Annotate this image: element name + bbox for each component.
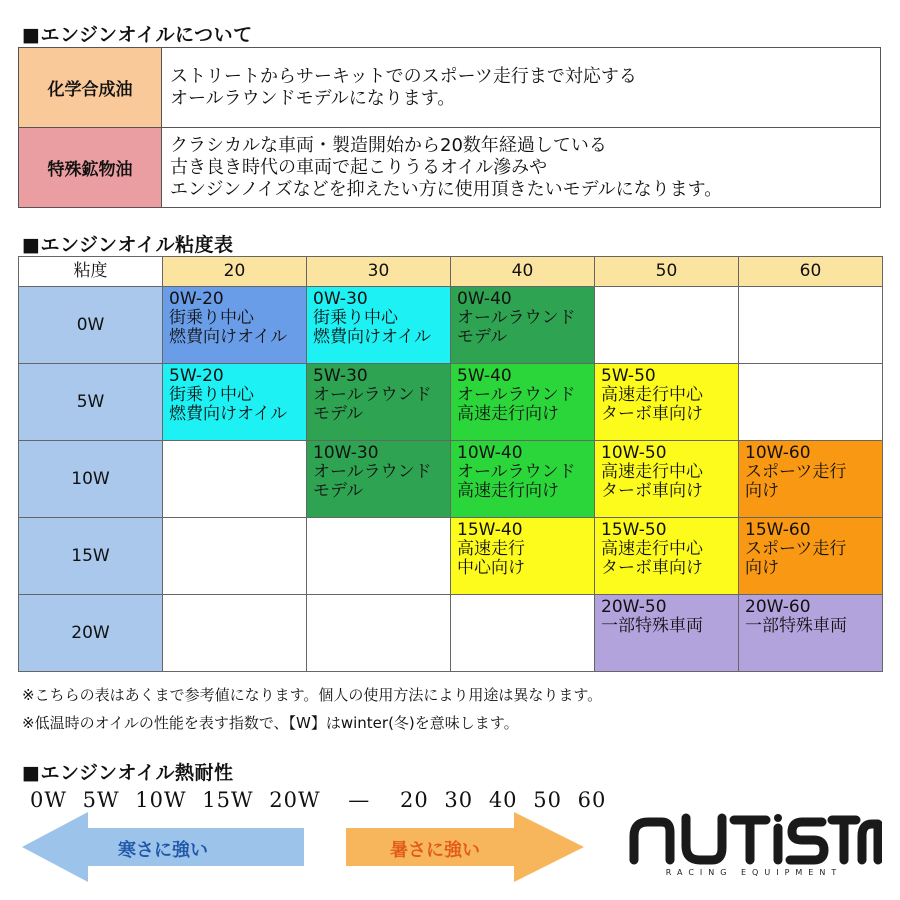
viscosity-column-header: 30 xyxy=(307,257,451,287)
viscosity-description: 一部特殊車両 xyxy=(745,616,847,636)
heat-resistance-label: 暑さに強い xyxy=(390,840,480,861)
viscosity-description: 高速走行中心 xyxy=(601,462,703,482)
viscosity-cell xyxy=(163,364,307,441)
autista-logo xyxy=(626,810,882,880)
viscosity-cell xyxy=(739,595,883,672)
viscosity-cell-empty xyxy=(739,287,883,364)
viscosity-description: オールラウンド xyxy=(313,385,432,405)
viscosity-cell xyxy=(451,287,595,364)
viscosity-cell xyxy=(595,364,739,441)
viscosity-description: モデル xyxy=(313,481,364,501)
viscosity-description: 向け xyxy=(745,558,779,578)
viscosity-description: 高速走行向け xyxy=(457,481,559,501)
viscosity-grade: 15W-60 xyxy=(745,520,811,540)
viscosity-description: スポーツ走行 xyxy=(745,462,847,482)
viscosity-column-header: 60 xyxy=(739,257,883,287)
viscosity-description: 高速走行 xyxy=(457,539,525,559)
viscosity-grade: 5W-20 xyxy=(169,366,224,386)
cold-resistance-arrow xyxy=(22,812,304,882)
scale-high-value: 50 xyxy=(533,788,562,812)
viscosity-cell xyxy=(451,518,595,595)
scale-high-value: 30 xyxy=(444,788,474,812)
oil-type-label-synthetic: 化学合成油 xyxy=(19,48,162,128)
viscosity-grade: 5W-50 xyxy=(601,366,656,386)
viscosity-grade: 20W-50 xyxy=(601,597,667,617)
viscosity-description: オールラウンド xyxy=(457,385,576,405)
viscosity-cell xyxy=(307,287,451,364)
viscosity-table xyxy=(18,256,883,672)
cold-resistance-label: 寒さに強い xyxy=(118,840,208,861)
note-reference: ※こちらの表はあくまで参考値になります。個人の使用方法により用途は異なります。 xyxy=(22,686,603,704)
viscosity-description: 高速走行向け xyxy=(457,404,559,424)
description-line: オールラウンドモデルになります。 xyxy=(170,87,456,109)
viscosity-description: モデル xyxy=(313,404,364,424)
scale-high-value: 20 xyxy=(399,788,429,812)
viscosity-grade: 0W-30 xyxy=(313,289,368,309)
note-winter: ※低温時のオイルの性能を表す指数で、【W】はwinter(冬)を意味します。 xyxy=(22,714,519,732)
viscosity-description: ターボ車向け xyxy=(601,481,703,501)
viscosity-cell xyxy=(595,595,739,672)
viscosity-description: オールラウンド xyxy=(313,462,432,482)
viscosity-grade: 0W-20 xyxy=(169,289,224,309)
scale-low-value: 0W xyxy=(30,788,67,812)
viscosity-description: モデル xyxy=(457,327,508,347)
oil-type-row-mineral xyxy=(19,128,881,208)
viscosity-cell-empty xyxy=(451,595,595,672)
viscosity-description: スポーツ走行 xyxy=(745,539,847,559)
viscosity-column-header: 50 xyxy=(595,257,739,287)
viscosity-description: 燃費向けオイル xyxy=(169,327,288,347)
viscosity-cell-empty xyxy=(307,595,451,672)
viscosity-grade: 5W-30 xyxy=(313,366,368,386)
viscosity-description: 燃費向けオイル xyxy=(313,327,432,347)
viscosity-cell xyxy=(739,441,883,518)
viscosity-row-label: 20W xyxy=(19,595,163,672)
scale-low-value: 15W xyxy=(202,788,254,812)
oil-type-row-synthetic xyxy=(19,48,881,128)
viscosity-cell xyxy=(163,287,307,364)
viscosity-description: 高速走行中心 xyxy=(601,539,703,559)
viscosity-cell xyxy=(451,364,595,441)
viscosity-description: ターボ車向け xyxy=(601,404,703,424)
oil-type-description-synthetic xyxy=(162,48,881,128)
viscosity-cell xyxy=(739,518,883,595)
viscosity-grade: 10W-40 xyxy=(457,443,523,463)
viscosity-description: 中心向け xyxy=(457,558,525,578)
oil-type-label-mineral: 特殊鉱物油 xyxy=(19,128,162,208)
scale-dash: — xyxy=(348,788,371,812)
viscosity-grade: 15W-40 xyxy=(457,520,523,540)
viscosity-grade: 10W-50 xyxy=(601,443,667,463)
viscosity-header-row xyxy=(19,257,883,287)
heat-heading: ■エンジンオイル熱耐性 xyxy=(22,762,234,784)
viscosity-row-10w xyxy=(19,441,883,518)
viscosity-column-header: 20 xyxy=(163,257,307,287)
description-line: 古き良き時代の車両で起こりうるオイル滲みや xyxy=(170,156,548,178)
heat-resistance-arrow xyxy=(346,812,584,882)
viscosity-description: 向け xyxy=(745,481,779,501)
description-line: ストリートからサーキットでのスポーツ走行まで対応する xyxy=(170,65,637,87)
viscosity-row-5w xyxy=(19,364,883,441)
viscosity-description: 街乗り中心 xyxy=(169,308,254,328)
viscosity-row-label: 15W xyxy=(19,518,163,595)
viscosity-column-header: 40 xyxy=(451,257,595,287)
viscosity-cell xyxy=(307,364,451,441)
description-line: エンジンノイズなどを抑えたい方に使用頂きたいモデルになります。 xyxy=(170,178,723,200)
viscosity-row-label: 10W xyxy=(19,441,163,518)
viscosity-description: 街乗り中心 xyxy=(313,308,398,328)
viscosity-description: 街乗り中心 xyxy=(169,385,254,405)
viscosity-scale xyxy=(30,788,614,812)
oil-type-table xyxy=(18,47,881,208)
viscosity-grade: 10W-30 xyxy=(313,443,379,463)
autista-wordmark-icon xyxy=(626,810,882,866)
scale-low-value: 20W xyxy=(269,788,321,812)
viscosity-row-label: 0W xyxy=(19,287,163,364)
viscosity-grade: 10W-60 xyxy=(745,443,811,463)
viscosity-cell-empty xyxy=(163,518,307,595)
viscosity-row-0w xyxy=(19,287,883,364)
viscosity-corner-label: 粘度 xyxy=(19,257,163,287)
viscosity-cell xyxy=(595,518,739,595)
viscosity-cell xyxy=(307,441,451,518)
viscosity-row-15w xyxy=(19,518,883,595)
oil-type-description-mineral xyxy=(162,128,881,208)
viscosity-grade: 20W-60 xyxy=(745,597,811,617)
logo-tagline: RACING EQUIPMENT xyxy=(665,868,843,877)
viscosity-grade: 0W-40 xyxy=(457,289,512,309)
viscosity-description: 一部特殊車両 xyxy=(601,616,703,636)
viscosity-cell-empty xyxy=(163,441,307,518)
viscosity-grade: 15W-50 xyxy=(601,520,667,540)
scale-high-value: 60 xyxy=(577,788,607,812)
scale-low-value: 5W xyxy=(82,788,120,812)
scale-low-value: 10W xyxy=(135,788,187,812)
viscosity-cell-empty xyxy=(307,518,451,595)
viscosity-description: ターボ車向け xyxy=(601,558,703,578)
viscosity-heading: ■エンジンオイル粘度表 xyxy=(22,234,234,256)
viscosity-cell-empty xyxy=(163,595,307,672)
viscosity-row-20w xyxy=(19,595,883,672)
viscosity-description: オールラウンド xyxy=(457,462,576,482)
viscosity-grade: 5W-40 xyxy=(457,366,512,386)
about-heading: ■エンジンオイルについて xyxy=(22,24,253,46)
viscosity-cell xyxy=(595,441,739,518)
viscosity-cell-empty xyxy=(739,364,883,441)
viscosity-description: オールラウンド xyxy=(457,308,576,328)
scale-high-value: 40 xyxy=(488,788,518,812)
viscosity-description: 燃費向けオイル xyxy=(169,404,288,424)
viscosity-cell-empty xyxy=(595,287,739,364)
viscosity-description: 高速走行中心 xyxy=(601,385,703,405)
viscosity-row-label: 5W xyxy=(19,364,163,441)
viscosity-cell xyxy=(451,441,595,518)
description-line: クラシカルな車両・製造開始から20数年経過している xyxy=(170,134,607,156)
